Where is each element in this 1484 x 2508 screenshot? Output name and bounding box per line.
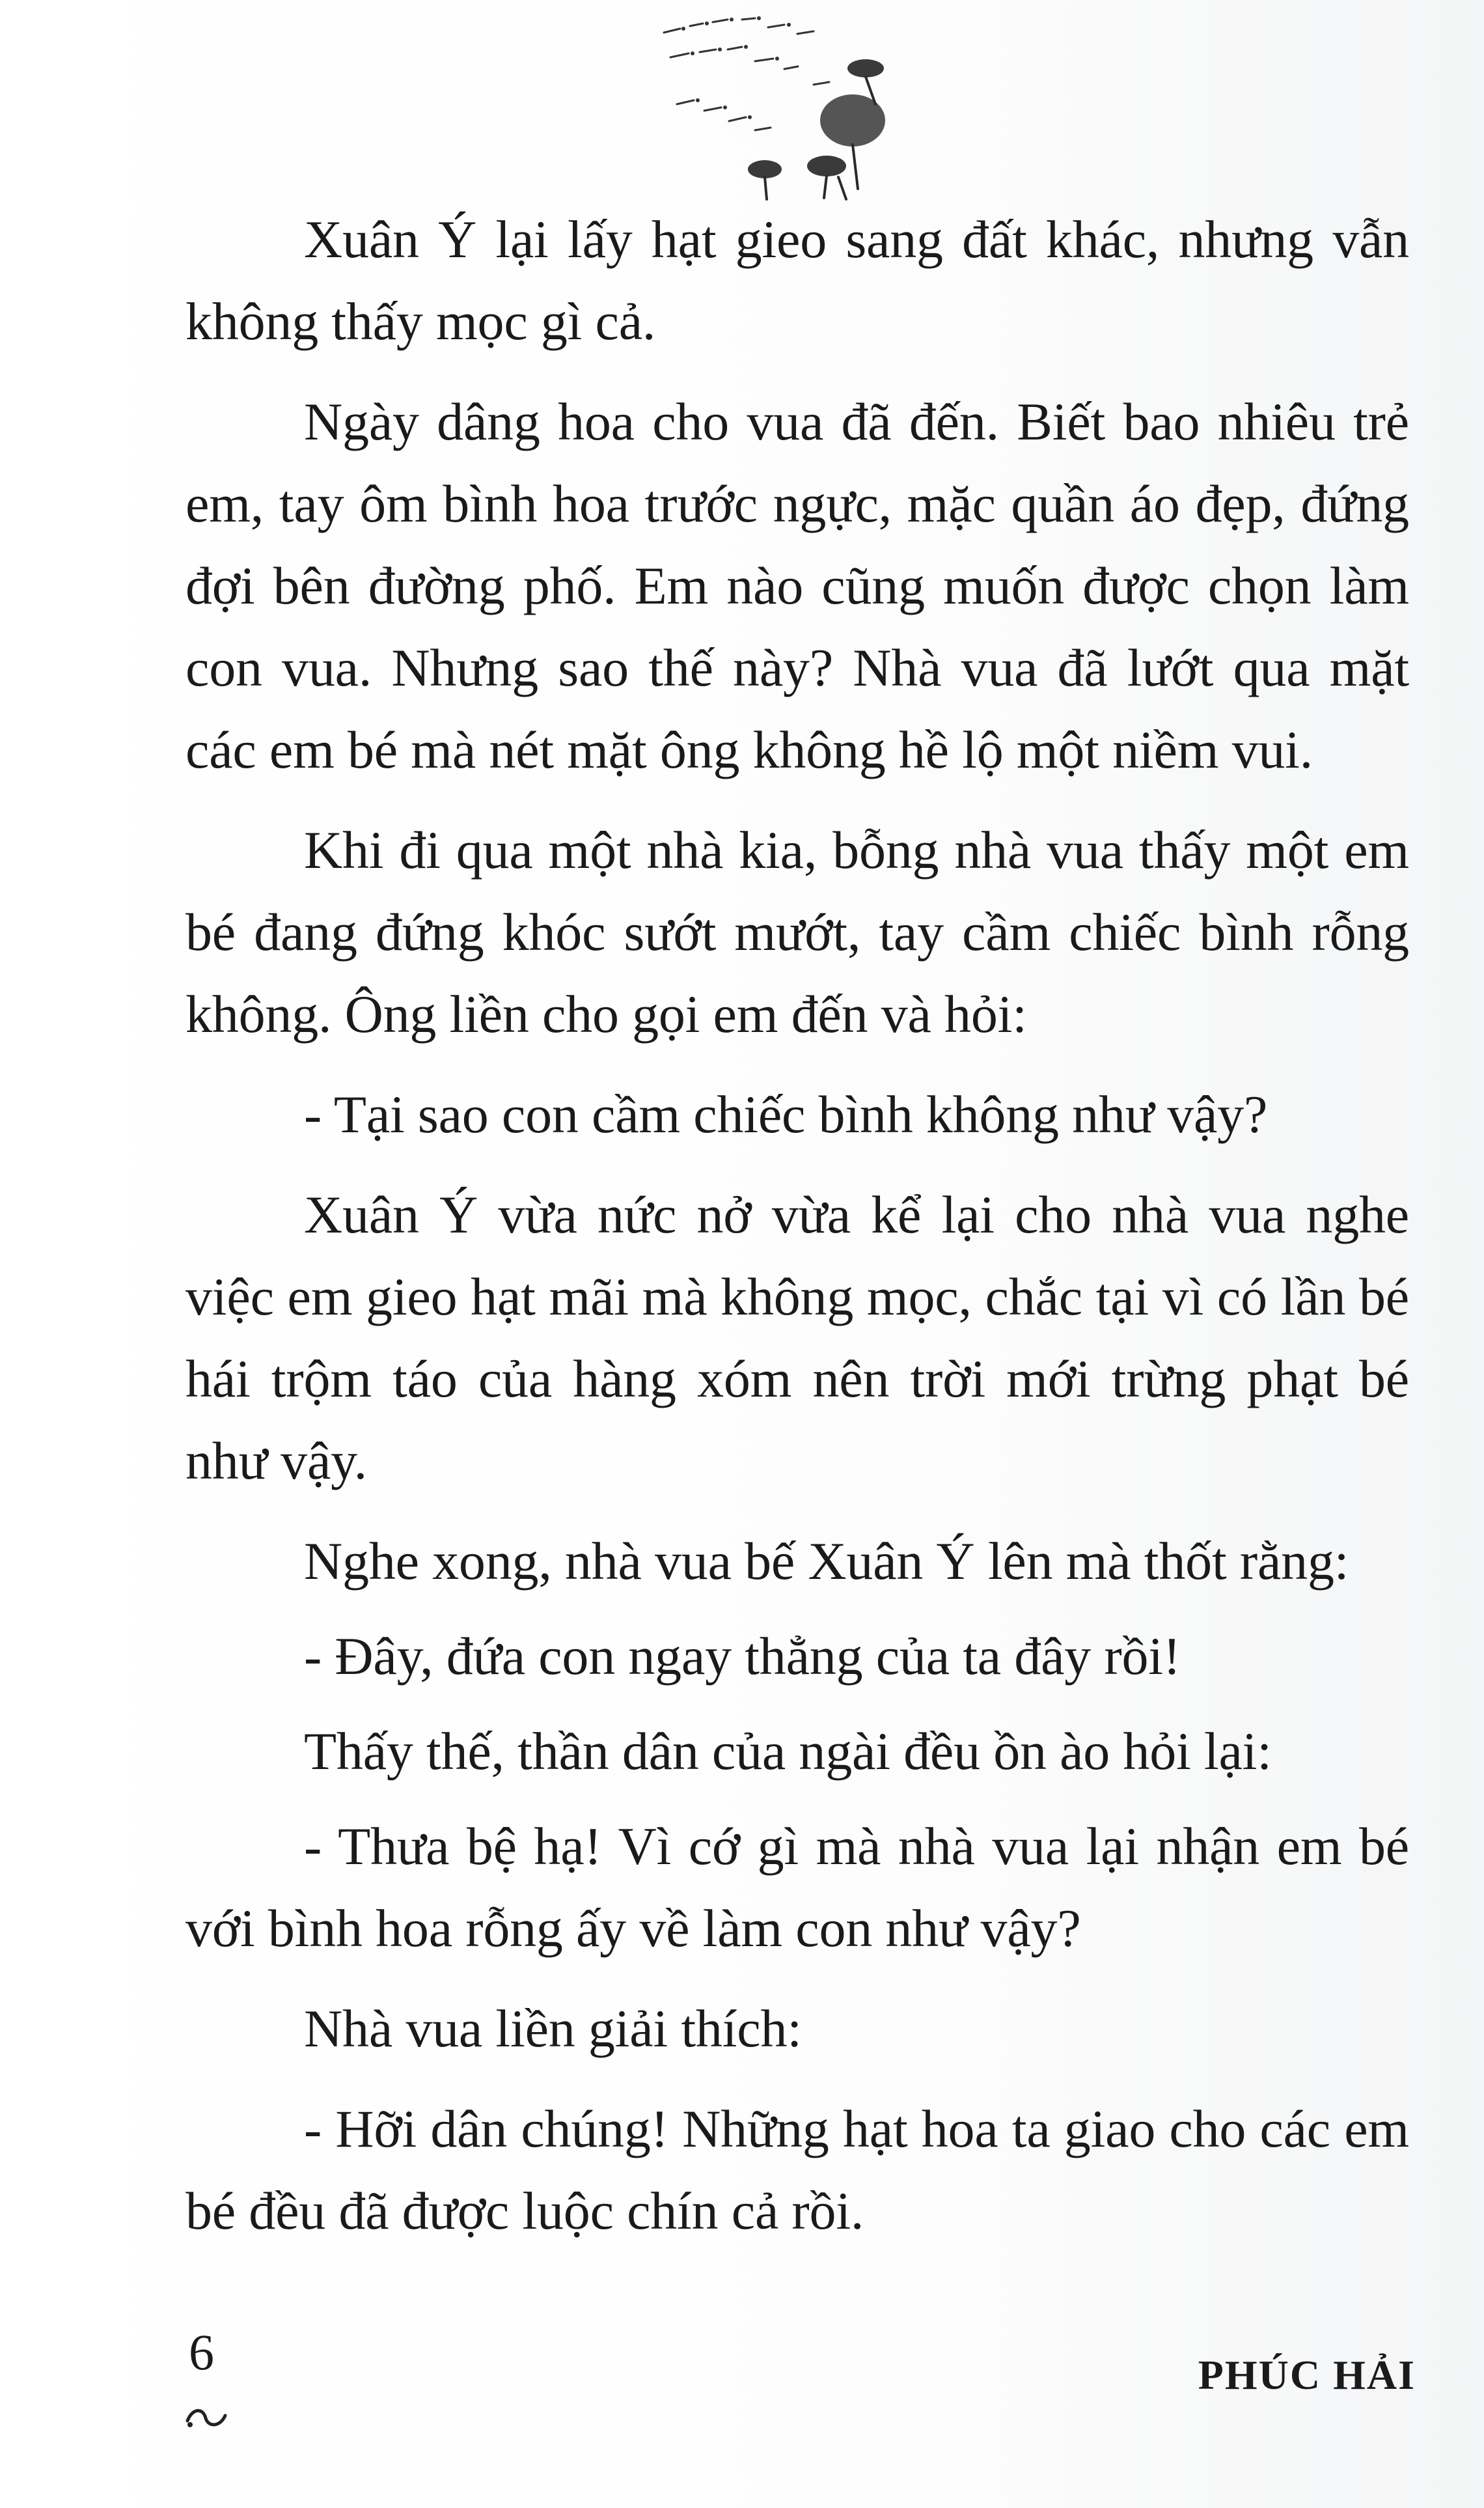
- paragraph: Nhà vua liền giải thích:: [304, 1999, 802, 2058]
- dialogue-line: - Tại sao con cầm chiếc bình không như vậy?: [304, 1085, 1268, 1144]
- paragraph: Xuân Ý vừa nức nở vừa kể lại cho nhà vua nghe việc em gieo hạt mãi mà không mọc, chắc tại vì có lần bé hái trộm táo của hàng xóm nên trời mới trừng phạt bé như vậy.: [186, 1185, 1409, 1490]
- story-text: [186, 199, 1409, 2252]
- flourish-icon: [184, 2401, 230, 2434]
- dandelion-seeds-icon: [651, 7, 924, 202]
- dialogue-line: - Đây, đứa con ngay thẳng của ta đây rồi!: [304, 1626, 1181, 1686]
- dialogue-line: - Hỡi dân chúng! Những hạt hoa ta giao cho các em bé đều đã được luộc chín cả rồi.: [186, 2099, 1409, 2240]
- paragraph: Khi đi qua một nhà kia, bỗng nhà vua thấy một em bé đang đứng khóc sướt mướt, tay cầm chiếc bình rỗng không. Ông liền cho gọi em đến và hỏi:: [186, 820, 1409, 1044]
- dialogue-line: - Thưa bệ hạ! Vì cớ gì mà nhà vua lại nhận em bé với bình hoa rỗng ấy về làm con như vậy?: [186, 1817, 1409, 1958]
- author-name: PHÚC HẢI: [1198, 2352, 1416, 2398]
- paragraph: Nghe xong, nhà vua bế Xuân Ý lên mà thốt rằng:: [304, 1531, 1349, 1591]
- paragraph: Ngày dâng hoa cho vua đã đến. Biết bao nhiêu trẻ em, tay ôm bình hoa trước ngực, mặc quần áo đẹp, đứng đợi bên đường phố. Em nào cũng muốn được chọn làm con vua. Nhưng sao thế này? Nhà vua đã lướt qua mặt các em bé mà nét mặt ông không hề lộ một niềm vui.: [186, 392, 1409, 779]
- paragraph: Xuân Ý lại lấy hạt gieo sang đất khác, nhưng vẫn không thấy mọc gì cả.: [186, 210, 1409, 351]
- paragraph: Thấy thế, thần dân của ngài đều ồn ào hỏi lại:: [304, 1721, 1272, 1781]
- page-number: 6: [189, 2324, 214, 2380]
